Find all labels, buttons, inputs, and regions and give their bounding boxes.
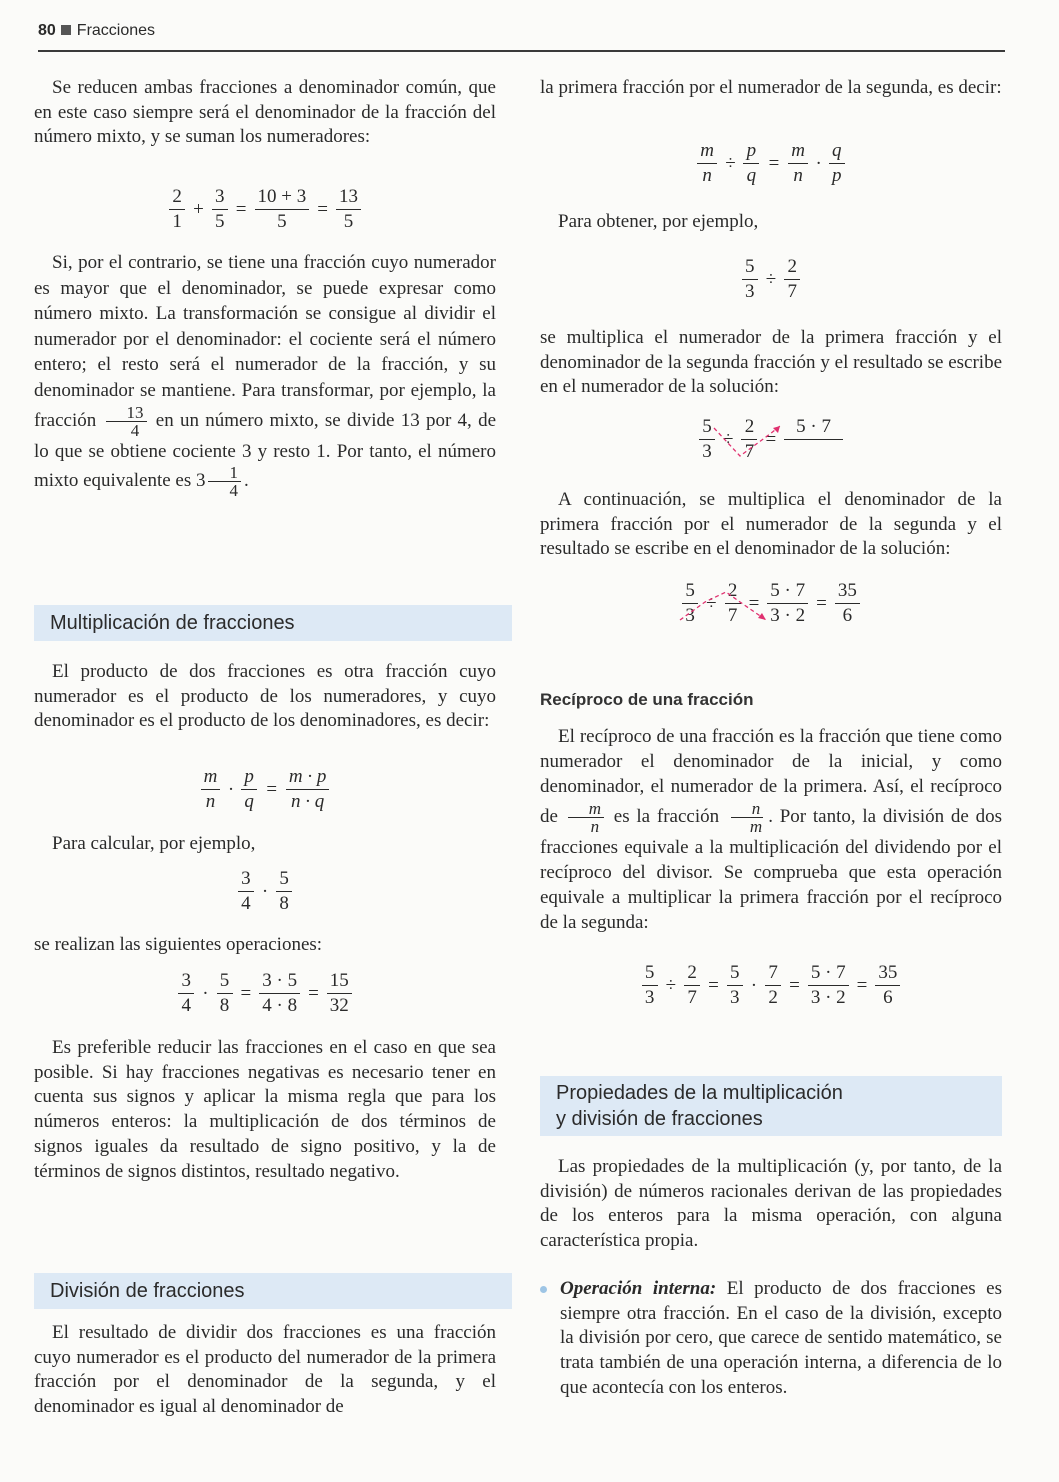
paragraph-common-denominator: Se reducen ambas fracciones a denominador común, que en este caso siempre será el denominador de la fracción del número mixto, y se suman los numeradores: <box>34 77 496 148</box>
bullet-icon <box>540 1286 547 1293</box>
paragraph-operations: se realizan las siguientes operaciones: <box>34 934 323 955</box>
fraction: $\frac{2}{1}$ <box>169 186 185 233</box>
fraction: $\frac{35}{6}$ <box>875 962 900 1009</box>
fraction: $\frac{m \cdot p}{n \cdot q}$ <box>286 766 329 813</box>
fraction: $\frac{2}{7}$ <box>684 962 700 1009</box>
paragraph-division: El resultado de dividir dos fracciones es una fracción cuyo numerador es el producto del numerador de la primera fracción por el denominador de la segunda, y el denominador es igual al denominador de <box>34 1322 496 1418</box>
paragraph-example: Para calcular, por ejemplo, <box>52 833 256 854</box>
subheading-reciprocal: Recíproco de una fracción <box>540 690 754 709</box>
fraction: $\frac{3}{4}$ <box>178 970 194 1017</box>
paragraph-product: El producto de dos fracciones es otra fracción cuyo numerador es el producto de los numeradores, y cuyo denominador es el producto de los denominadores, es decir: <box>34 661 496 732</box>
fraction: $\frac{5}{8}$ <box>276 868 292 915</box>
fraction: $\frac{5}{3}$ <box>727 962 743 1009</box>
fraction: $\frac{13}{5}$ <box>336 186 361 233</box>
equation-division-general: $\frac{m}{n}$ ÷ $\frac{p}{q}$ = $\frac{m}{n}$ · $\frac{q}{p}$ <box>540 140 1002 187</box>
paragraph-denominator-step: A continuación, se multiplica el denominador de la primera fracción por el numerador de la segunda y el resultado se escribe en el denominador de la solución: <box>540 489 1002 560</box>
fraction: $\frac{5 \cdot 7}{3 \cdot 2}$ <box>767 580 808 627</box>
equation-product-result: $\frac{3}{4}$ · $\frac{5}{8}$ = $\frac{3 \cdot 5}{4 \cdot 8}$ = $\frac{15}{32}$ <box>34 970 496 1017</box>
fraction: $\frac{m}{n}$ <box>201 766 221 813</box>
inline-fraction: $\frac{n}{m}$ <box>729 800 765 835</box>
inline-fraction: $\frac{13}{4}$ <box>106 404 147 439</box>
equation-division-example: $\frac{5}{3}$ ÷ $\frac{2}{7}$ <box>540 256 1002 303</box>
paragraph-signs: Es preferible reducir las fracciones en el caso en que sea posible. Si hay fracciones negativas es necesario tener en cuenta sus signos y aplicar la misma regla que para los números enteros: la multiplicación de dos términos de signos iguales da resultado de signo positivo, y la de términos de signos distintos, resultado negativo. <box>34 1037 496 1182</box>
cross-arrow-icon <box>540 416 1002 472</box>
fraction: $\frac{3}{4}$ <box>238 868 254 915</box>
equation-example-product: $\frac{3}{4}$ · $\frac{5}{8}$ <box>34 868 496 915</box>
fraction: 5 · 7 <box>784 416 843 463</box>
fraction: $\frac{5}{3}$ <box>742 256 758 303</box>
fraction: $\frac{5}{3}$ <box>642 962 658 1009</box>
fraction: $\frac{p}{q}$ <box>241 766 257 813</box>
cross-arrow-icon <box>540 580 1002 636</box>
paragraph-division-continued: la primera fracción por el numerador de la segunda, es decir: <box>540 77 1002 98</box>
section-heading-division: División de fracciones <box>34 1273 512 1309</box>
fraction: $\frac{5}{3}$ <box>699 416 715 463</box>
inline-fraction: $\frac{m}{n}$ <box>568 800 604 835</box>
fraction: $\frac{3}{5}$ <box>212 186 228 233</box>
section-heading-properties: Propiedades de la multiplicación y división de fracciones <box>540 1076 1002 1136</box>
paragraph-properties: Las propiedades de la multiplicación (y, por tanto, de la división) de números racionales derivan de las propiedades de los enteros para la misma operación, con alguna característica propia. <box>540 1156 1002 1252</box>
fraction: $\frac{m}{n}$ <box>697 140 717 187</box>
equation-product-general: $\frac{m}{n}$ · $\frac{p}{q}$ = $\frac{m \cdot p}{n \cdot q}$ <box>34 766 496 813</box>
fraction: $\frac{15}{32}$ <box>327 970 352 1017</box>
fraction: $\frac{10 + 3}{5}$ <box>255 186 310 233</box>
fraction: $\frac{2}{7}$ <box>741 416 757 463</box>
fraction: $\frac{q}{p}$ <box>829 140 845 187</box>
fraction: $\frac{2}{7}$ <box>784 256 800 303</box>
fraction: $\frac{2}{7}$ <box>725 580 741 627</box>
list-item-internal-operation: Operación interna: El producto de dos fracciones es siempre otra fracción. En el caso de la división, excepto la división por cero, que carece de sentido matemático, se trata también de una operación interna, a diferencia de lo que acontecía con los enteros. <box>540 1277 1002 1401</box>
equation-reciprocal: $\frac{5}{3}$ ÷ $\frac{2}{7}$ = $\frac{5}{3}$ · $\frac{7}{2}$ = $\frac{5 \cdot 7}{3 \cdot 2}$ = $\frac{35}{6}$ <box>540 962 1002 1009</box>
inline-fraction: $\frac{1}{4}$ <box>208 464 241 499</box>
fraction: $\frac{5}{8}$ <box>217 970 233 1017</box>
left-column <box>34 0 496 1482</box>
equation-numerator-step: $\frac{5}{3}$ ÷ $\frac{2}{7}$ = 5 · 7 <box>540 416 1002 472</box>
fraction: $\frac{3 \cdot 5}{4 \cdot 8}$ <box>259 970 300 1017</box>
paragraph-mixed-number: Si, por el contrario, se tiene una fracción cuyo numerador es mayor que el denominador, se puede expresar como número mixto. La transformación se consigue al dividir el numerador por el denominador: el cociente será el número entero; el resto será el numerador de la fracción, y su denominador se mantiene. Para transformar, por ejemplo, la fracción $\frac{13}{4}$ en un número mixto, se divide 13 por 4, de lo que se obtiene cociente 3 y resto 1. Por tanto, el número mixto equivalente es 3 $\frac{1}{4}$ . <box>34 252 497 501</box>
fraction: $\frac{m}{n}$ <box>788 140 808 187</box>
chapter-title: Fracciones <box>76 22 156 39</box>
page-number: 80 <box>38 22 56 39</box>
fraction: $\frac{5}{3}$ <box>682 580 698 627</box>
equation-denominator-step: $\frac{5}{3}$ ÷ $\frac{2}{7}$ = $\frac{5 \cdot 7}{3 \cdot 2}$ = $\frac{35}{6}$ <box>540 580 1002 636</box>
fraction: $\frac{5 \cdot 7}{3 \cdot 2}$ <box>808 962 849 1009</box>
fraction: $\frac{7}{2}$ <box>765 962 781 1009</box>
paragraph-numerator-step: se multiplica el numerador de la primera fracción y el denominador de la segunda fracción y el resultado se escribe en el numerador de la solución: <box>540 327 1002 398</box>
fraction: $\frac{35}{6}$ <box>835 580 860 627</box>
paragraph-reciprocal: El recíproco de una fracción es la fracción que tiene como numerador el denominador de la inicial, y como denominador, el numerador de la primera. Así, el recíproco de $\frac{m}{n}$ es la fracción $\frac{n}{m}$ . Por tanto, la división de dos fracciones equivale a la multiplicación del dividendo por el recíproco del divisor. Se comprueba que esta operación equivale a multiplicar la primera fracción por el recíproco de la segunda: <box>540 726 1003 934</box>
section-heading-multiplication: Multiplicación de fracciones <box>34 605 512 641</box>
equation-sum: $\frac{2}{1}$ + $\frac{3}{5}$ = $\frac{10 + 3}{5}$ = $\frac{13}{5}$ <box>34 186 496 233</box>
fraction: $\frac{p}{q}$ <box>743 140 759 187</box>
paragraph-obtain: Para obtener, por ejemplo, <box>558 211 759 232</box>
right-column <box>540 0 1002 1482</box>
